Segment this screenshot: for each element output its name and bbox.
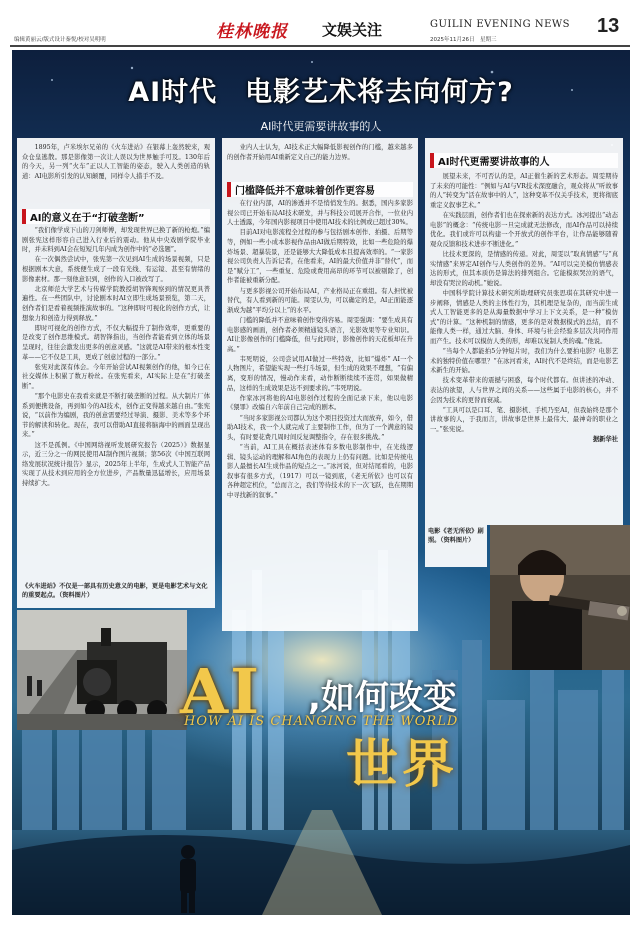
section1-body — [22, 226, 210, 572]
lede-column — [22, 143, 210, 201]
section3-paragraph: 在实践层面，创作者们也在探索新的表达方式。冰河提出“动态电影”的概念：“传统电影一旦完成就无法修改，而AI作品可以持续优化。我们或许可以构建一个开放式的创作平台，让作品能够随着观众反馈和技术进步不断进化。” — [430, 211, 618, 248]
editor-credits: 编辑黄丽云/版式设计秦悦/校对吴明明 — [14, 37, 106, 43]
lede-paragraph: 1895年，卢米埃尔兄弟的《火车进站》在银幕上轰然驶来，观众仓皇逃散。那是影像第一次让人误以为世界触手可及。130年后的今天，另一列“火车”正以人工智能的姿态，驶入人类创造的轨道：AI电影所引发的认知颠覆，同样令人措手不及。 — [22, 144, 210, 180]
section1-paragraph: 在一次偶然尝试中，张宪第一次见到AI生成的场景视频，只是根据剧本大意，系统便生成了一段有光线、有运镜、甚至有情绪的影像素材。那一刻他意识到，创作的入口被改写了。 — [22, 256, 210, 283]
newspaper-english-name: GUILIN EVENING NEWS — [430, 19, 571, 30]
issue-date: 2025年11月26日 星期三 — [430, 37, 497, 43]
section-heading-3: AI时代更需要讲故事的人 — [430, 153, 618, 168]
movie-still-image — [490, 525, 630, 670]
section2-paragraph: “当时多家影视公司都认为这个项目投资过大而放弃，如今，借助AI技术，我一个人就完成了主要制作工作，但为了一个满意的镜头，有时要花费几周时间反复调整指令，存在很多挑战。” — [227, 414, 413, 441]
newspaper-logo: 桂林晚报 — [216, 22, 288, 42]
steam-train-image — [17, 610, 187, 730]
section3-paragraph: 中国科学院计算技术研究所助理研究员张思琪在其研究中进一步阐释，情感是人类的主体性行为，其机理是复杂的，而当前生成式人工智能更多的是从海量数据中学习上下文关系，是一种“模仿式”的计算。“这种机制的情感，更多的是对数据模式的总结，而不能像人类一样，通过大脑、身体、环境与社会经验多层次共同作用而产生。技术可以模仿人类的形，却难以复制人类的魂。”他说。 — [430, 289, 618, 345]
article-subtitle: AI时代更需要讲故事的人 — [260, 120, 382, 133]
art-title-english: HOW AI IS CHANGING THE WORLD — [184, 714, 459, 729]
section-name: 文娱关注 — [322, 21, 383, 39]
no-country-caption: 电影《老无所依》剧照。（资料图片） — [428, 528, 484, 544]
page-number: 13 — [597, 15, 620, 37]
middle-intro — [227, 143, 413, 175]
train-photo-caption: 《火车进站》不仅是一部具有历史意义的电影，更是电影艺术与文化的重要起点。（资料图片） — [22, 583, 208, 599]
section2-paragraph: 目前AI对电影流程全过程的参与包括剧本创作、拍摄、后期等等，例如一些小成本影视作品由AI做后期特效，比如一些危险的爆炸场景、超暴装景，还是能够大大降低成本且提高效率的。“一家影视公司负责人告诉记者，在他看来，AI的最大价值并非“替代”，而是“赋分工”，一些重复、危险或费用高昂的环节可以被剔除了，创作者能被重新分配。 — [227, 229, 413, 285]
section3-paragraph: 技术变革带来的震撼与困惑，每个时代都有。但讲述的冲动、表达的欲望，人与世界之间的关系——这些属于电影的核心，并不会因为技术的更替而衰减。 — [430, 377, 618, 404]
section3-paragraph: “当每个人都能拍5分钟短片时，我们为什么要拍电影？电影艺术的独特价值在哪里？”在冰河看来，AI时代不是终结，而是电影艺术新生的开始。 — [430, 348, 618, 375]
section3-paragraph: 比技术更深的，是情感的传递。对此，周雯以“取真情感”与“真实情感”来界定AI创作与人类创作的差异。“AI可以完美模仿情感表达的形式，但其本质仍是算法的排列组合。它能模拟哭泣的语气，却没有哭泣的动机。”她说。 — [430, 250, 618, 287]
section1-paragraph: 这不是孤例。《中国网络视听发展研究报告（2025）》数据显示，近三分之一的网民使用AI制作图片视频；第56次《中国互联网络发展状况统计报告》显示，2025年上半年，生成式人工智能产品实现了从技术到应用的全方位进步，产品数量迅猛增长，应用场景持续扩大。 — [22, 441, 210, 487]
masthead — [0, 0, 640, 46]
section1-paragraph: “我们像学成下山的刀剑师傅，却发现世界已换了新的枪炮。”编剧张宪这样形容自己进入行业后的震动。他从中央戏剧学院毕业时，并未料到AI会在短短几年内成为创作中的“必选题”。 — [22, 227, 210, 254]
article-title: AI时代 电影艺术将去向何方? — [128, 77, 514, 108]
art-title-how-change: ,如何改变 — [308, 678, 457, 718]
section2-paragraph: 韦死明说，公司尝试用AI做过一些特效，比如“爆炸” AI一个人物图片，希望能实现一些打斗场景，但生成的效果不理想，“有偏离，变形的情况，慢动作来看，动作断断续续不连贯，如果做精品，这样的生成效果是达不到要求的。”韦死明说。 — [227, 355, 413, 392]
section-heading-2: 门槛降低并不意味着创作更容易 — [227, 182, 413, 197]
section1-paragraph: 北京师范大学艺术与传媒学院教授胡智锋观察到的情况更具普遍性。在一些团队中，讨论剧本时AI立即生成场景预览，第二天，创作者们是看着视频推演故事的。“这种即时可视化的创作方式，让想象力和创造力得到释放。” — [22, 285, 210, 322]
no-country-photo — [490, 525, 630, 670]
section1-paragraph: “那个电影史在我看来就是不断打破垄断的过程。从大制片厂体系到便携设备，再到如今的AI技术，创作正变得越来越自由。”张宪说，“以前作为编剧，我的创意需要经过导演、摄影、美术等多个环节的解读和转化。现在，我可以借助AI直接将脑海中的画面呈现出来。” — [22, 393, 210, 439]
section3-paragraph: “工具可以是口耳、笔、摄影机、手机乃至AI，但我始终是那个讲故事的人，于我而言，讲故事是世界上最伟大、最神奇的职业之一。”张宪说。 — [430, 406, 618, 433]
section1-paragraph: 张宪对此深有体会。今年开始尝试AI视频创作的他，如今已在社交媒体上积累了数万粉丝。在张宪看来，AI实际上是在“打破垄断”。 — [22, 363, 210, 390]
article-byline: 据新华社 — [592, 436, 618, 444]
section3-paragraph: 展望未来，不可否认的是，AI正催生新的艺术形态。周雯期待了未来的可能性：“例如与AI与VR技术深度融合，观众将从“听故事的人”转变为“活在故事中的人”，这种变革不仅关乎技术，更将彻底重定义叙事艺术。” — [430, 173, 618, 209]
section-heading-1: AI的意义在于“打破垄断” — [22, 209, 210, 224]
section2-paragraph: 在行业内部，AI的渗透并不是悄悄发生的。据悉，国内多家影视公司已开始布局AI技术研发，并与科技公司展开合作，一位业内人士透露，今年国内影视项目中使用AI技术的比例或已超过30%。 — [227, 200, 413, 227]
section2-paragraph: 门槛的降低并不意味着创作变得容易。周雯强调：“要生成具有电影感的画面，创作者必须精通镜头语言，光影效果等专业知识。AI让影像创作的门槛降低，但与此同时，影像创作的天花板却在升高。” — [227, 316, 413, 353]
art-title-ai: AI — [180, 655, 262, 728]
train-arrival-photo — [17, 610, 187, 730]
section3-body — [430, 172, 618, 520]
section2-paragraph: “当前，AI工具在概括表述体有多数电影制作中，在光线逻辑、镜头运动的理解和AI角色的表现力上仍有问题。比如是传统电影人最擅长AI生成作品的短点之一。”冰河说，但对结尾看的，电影叙事有很多方式，（1917）可以一镜到底，《老无所依》也可以有各种超定机位，“总而言之，我们等待技术的下一次飞跃，也在期期中寻找新的叙事。” — [227, 444, 413, 499]
middle-intro-paragraph: 业内人士认为，AI技术正大幅降低影视创作的门槛，越来越多的创作者开始用AI重新定义自己的能力边界。 — [227, 144, 413, 161]
masthead-rule — [10, 45, 630, 47]
art-title-world: 世界 — [346, 735, 459, 795]
section2-body — [227, 199, 413, 627]
section2-paragraph: 作家冰河将他的AI电影创作过程的全面记录下来，他以电影《猥罪》改编自六年前自己完成的剧本。 — [227, 394, 413, 412]
section2-paragraph: 与更多影视公司开始布局AI，产业格局正在重组。有人担忧被替代，有人看到新的可能。周雯认为，可以确定的是，AI正面能逐渐成为越“平均分以上”的水平。 — [227, 287, 413, 314]
section1-paragraph: 即时可视化的创作方式，不仅大幅提升了制作效率，更重要的是改变了创作思维模式。胡智锋指出，当创作者能看到立体的场景呈现时，往往会激发出更多的创意灵感。“这就是AI带来的根本性变革——它不仅是工具，更成了创意过程的一部分。” — [22, 324, 210, 361]
